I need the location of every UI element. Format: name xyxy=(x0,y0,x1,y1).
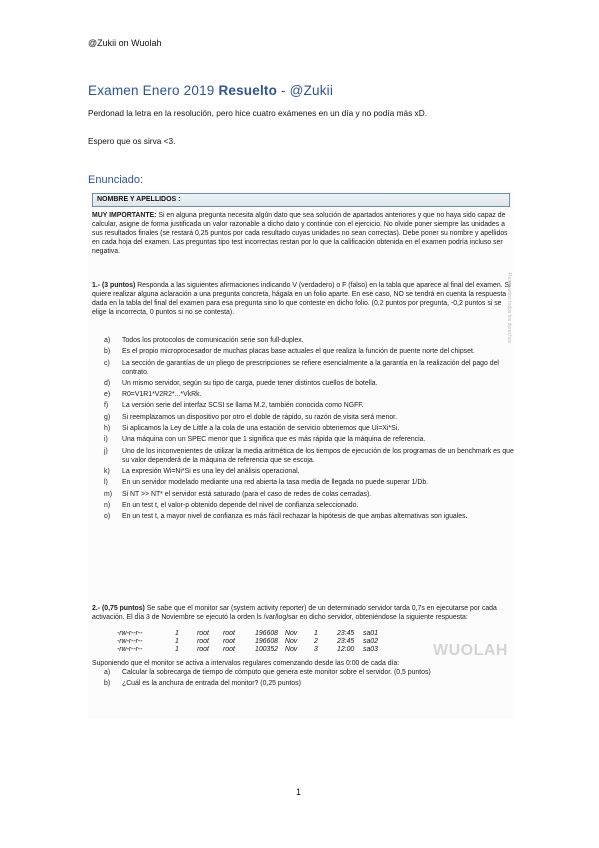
q1-item-text: Si NT >> NT* el servidor está saturado (para el caso de redes de colas cerradas). xyxy=(122,490,372,498)
ls-cell: -rw-r--r-- xyxy=(117,638,143,645)
q1-item xyxy=(104,424,514,433)
q2-item-text: Calcular la sobrecarga de tiempo de cómputo que genera este monitor sobre el servidor. (0,5 puntos) xyxy=(122,669,431,676)
ls-cell: root xyxy=(223,630,235,637)
section-heading: Enunciado: xyxy=(88,174,144,186)
intro-line-2: Espero que os sirva <3. xyxy=(88,136,176,146)
q1-item-text: En un servidor modelado mediante una red abierta la tasa media de llegada no puede superar 1/Db. xyxy=(122,479,429,487)
q1-item-text: La sección de garantías de un pliego de prescripciones se refiere esencialmente a la garantía en la realización del pago del contrato. xyxy=(122,359,499,376)
q1-item-letter: g) xyxy=(104,413,111,421)
q1-item xyxy=(104,401,514,410)
q1-item xyxy=(104,413,514,422)
ls-cell: 23:45 xyxy=(337,638,355,645)
q1-item-letter: c) xyxy=(104,359,110,367)
watermark: WUOLAH xyxy=(433,642,508,659)
q1-item-text: Si reemplazamos un dispositivo por otro el doble de rápido, su razón de visita será menor. xyxy=(122,413,398,421)
q1-item-text: En un test t, a mayor nivel de confianza es más fácil rechazar la hipótesis de que ambas alternativas son iguales. xyxy=(122,513,468,521)
q1-item-text: Es el propio microprocesador de muchas placas base actuales el que realiza la función de puente norte del chipset. xyxy=(122,348,475,356)
q1-item xyxy=(104,490,514,499)
q1-item-text: Uno de los inconvenientes de utilizar la media aritmética de los tiempos de ejecución de los programas de un benchmark es que su valor dependerá de la máquina de referencia que se escoja. xyxy=(122,447,514,464)
q1-item xyxy=(104,467,514,476)
ls-cell: Nov xyxy=(285,630,298,637)
q1-item-letter: j) xyxy=(104,447,108,455)
page-header: @Zukii on Wuolah xyxy=(88,38,162,48)
q1-item-letter: d) xyxy=(104,379,111,387)
q1-item-letter: h) xyxy=(104,425,111,433)
q1-item-letter: a) xyxy=(104,337,111,344)
ls-cell: 1 xyxy=(314,630,318,637)
q1-item-text: La versión serie del interfaz SCSI se llama M.2, también conocida como NGFF. xyxy=(122,402,364,410)
q1-heading: 1.- (3 puntos) xyxy=(92,282,136,289)
name-field-box xyxy=(92,193,510,207)
ls-cell: root xyxy=(223,638,235,645)
side-note: Reservados todos los derechos xyxy=(506,273,512,344)
title-part1: Examen Enero 2019 xyxy=(88,83,219,98)
q2-item xyxy=(104,668,434,677)
ls-cell: sa03 xyxy=(363,646,378,653)
ls-cell: root xyxy=(223,646,235,653)
ls-cell: 196608 xyxy=(255,638,278,645)
q1-item-text: Todos los protocolos de comunicación serie son full-duplex. xyxy=(122,337,304,344)
ls-cell: Nov xyxy=(285,646,298,653)
ls-cell: -rw-r--r-- xyxy=(117,646,143,653)
q1-item-text: En un test t, el valor-p obtenido depende del nivel de confianza seleccionado. xyxy=(122,501,359,509)
q1-item xyxy=(104,347,514,356)
ls-cell: 1 xyxy=(175,638,179,645)
q1-item-letter: n) xyxy=(104,501,111,509)
ls-cell: root xyxy=(197,630,209,637)
q1-item-letter: i) xyxy=(104,436,108,444)
q1-item-letter: b) xyxy=(104,348,111,356)
important-label: MUY IMPORTANTE: xyxy=(92,212,157,219)
ls-cell: root xyxy=(197,646,209,653)
doc-title xyxy=(88,83,333,98)
q1-item xyxy=(104,336,514,345)
ls-cell: sa01 xyxy=(363,630,378,637)
q2-heading: 2.- (0,75 puntos) xyxy=(92,605,145,612)
q1-item-text: Una máquina con un SPEC menor que 1 significa que es más rápida que la máquina de referencia. xyxy=(122,436,426,444)
q1-item xyxy=(104,447,514,465)
important-text: Si en alguna pregunta necesita algún dato que sea solución de apartados anteriores y que no haya sido capaz de calcular, asigne de forma justificada un valor razonable a dicho dato y continúe con el ejercicio. No olvide poner siempre las unidades a sus resultados finales (se restará 0,25 puntos por cada resultado cuyas unidades no sean correctas). Debe poner su nombre y apellidos en cada hoja del examen. Las preguntas tipo test incorrectas restan por lo que la calificación obtenida en el examen podría incluso ser negativa. xyxy=(92,212,508,255)
ls-cell: 1 xyxy=(175,630,179,637)
ls-cell: root xyxy=(197,638,209,645)
ls-cell: Nov xyxy=(285,638,298,645)
q1-text: Responda a las siguientes afirmaciones indicando V (verdadero) o F (falso) en la tabla que aparece al final del examen. Si quiere realizar alguna aclaración a una pregunta concreta, hágala en un folio aparte. En ese caso, NO se tendrá en cuenta la respuesta dada en la tabla del final del examen para esa pregunta sino lo que conteste en dicho folio. (0,2 puntos por pregunta, -0,2 puntos si se elige la incorrecta, 0 puntos si no se contesta). xyxy=(92,282,511,316)
q2-supposition: Suponiendo que el monitor se activa a intervalos regulares comenzando desde las 0:00 de cada día: xyxy=(92,660,400,667)
q1-item xyxy=(104,512,514,521)
question-1 xyxy=(92,281,512,317)
q2-subitems xyxy=(104,668,434,691)
q1-item xyxy=(104,390,514,399)
q2-text: Se sabe que el monitor sar (system activity reporter) de un determinado servidor tarda 0,7s en ejecutarse por cada activación. El día 3 de Noviembre se ejecutó la orden ls /var/log/sar en dicho servidor, obteniéndose la siguiente respuesta: xyxy=(92,605,497,621)
q1-items xyxy=(104,336,514,523)
ls-cell: sa02 xyxy=(363,638,378,645)
title-bold: Resuelto xyxy=(218,83,278,98)
ls-cell: 100352 xyxy=(255,646,278,653)
q2-item-letter: a) xyxy=(104,669,111,676)
q1-item-letter: f) xyxy=(104,402,109,410)
q1-item xyxy=(104,379,514,388)
important-notice xyxy=(92,211,512,256)
ls-cell: 196608 xyxy=(255,630,278,637)
ls-cell: 2 xyxy=(314,638,318,645)
q1-item-letter: m) xyxy=(104,490,113,498)
ls-cell: 1 xyxy=(175,646,179,653)
ls-cell: 12:00 xyxy=(337,646,355,653)
q1-item-letter: o) xyxy=(104,513,111,521)
ls-cell: 3 xyxy=(314,646,318,653)
ls-cell: 23:45 xyxy=(337,630,355,637)
name-label: NOMBRE Y APELLIDOS : xyxy=(97,196,181,203)
title-part2: - @Zukii xyxy=(277,83,334,98)
q1-item-text: R0=V1R1*V2R2*...*VkRk. xyxy=(122,391,202,399)
q1-item-text: Si aplicamos la Ley de Little a la cola de una estación de servicio obtenemos que Ui=Xi*Si. xyxy=(122,425,400,433)
q1-item xyxy=(104,359,514,377)
question-2 xyxy=(92,604,512,622)
q1-item-letter: e) xyxy=(104,391,111,399)
q2-item-letter: b) xyxy=(104,680,111,688)
q1-item-text: La expresión Wi=Ni*Si es una ley del análisis operacional. xyxy=(122,467,300,475)
q1-item-letter: k) xyxy=(104,467,110,475)
q1-item xyxy=(104,478,514,487)
intro-line-1: Perdonad la letra en la resolución, pero hice cuatro exámenes en un día y no podía más xD. xyxy=(88,108,427,118)
q1-item-letter: l) xyxy=(104,479,108,487)
q2-item-text: ¿Cuál es la anchura de entrada del monitor? (0,25 puntos) xyxy=(122,680,301,688)
q1-item xyxy=(104,501,514,510)
q1-item xyxy=(104,435,514,444)
ls-cell: -rw-r--r-- xyxy=(117,630,143,637)
q2-item xyxy=(104,679,434,688)
q1-item-text: Un mismo servidor, según su tipo de carga, puede tener distintos cuellos de botella. xyxy=(122,379,378,387)
page-number: 1 xyxy=(296,787,302,797)
